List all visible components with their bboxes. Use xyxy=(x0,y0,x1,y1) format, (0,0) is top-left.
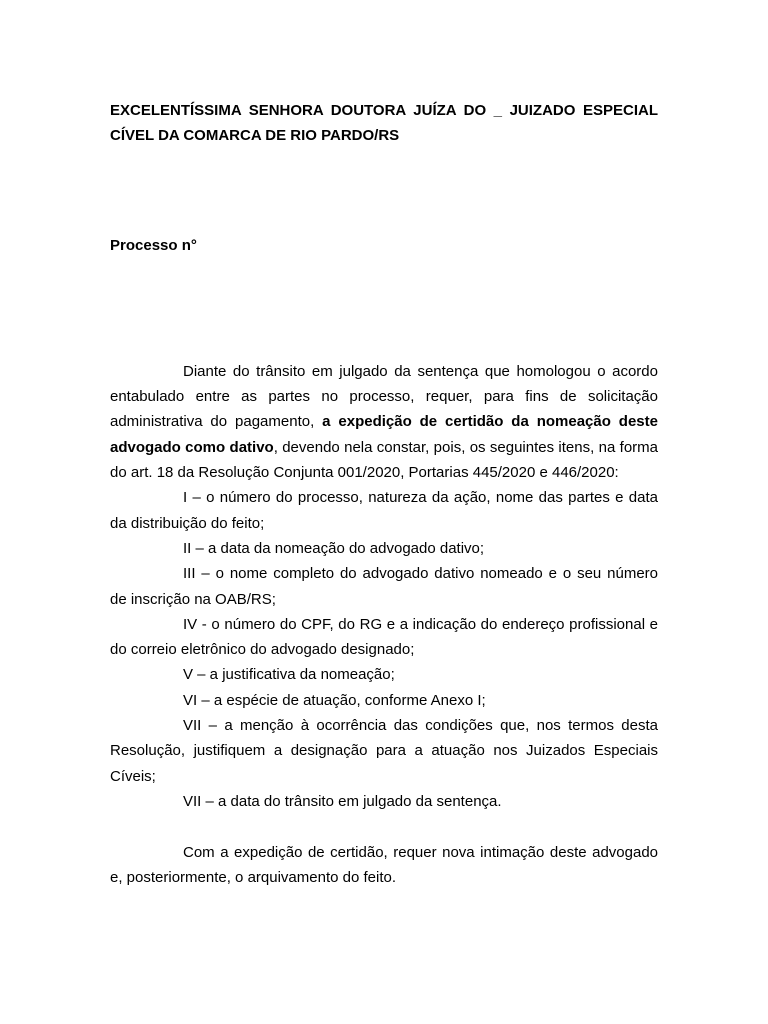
document-heading xyxy=(110,98,658,149)
document-body xyxy=(110,98,658,890)
intro-paragraph xyxy=(110,359,658,485)
processo-number-label: Processo n° xyxy=(110,236,197,254)
heading-line-2: CÍVEL DA COMARCA DE RIO PARDO/RS xyxy=(110,127,400,145)
intro-text-2: , devendo nela constar, pois, os seguintes itens, na forma do art. 18 da Resolução Conjunta 001/2020, Portarias 445/2020 e 446/2020: xyxy=(110,438,658,482)
closing-paragraph: Com a expedição de certidão, requer nova intimação deste advogado e, posteriormente, o arquivamento do feito. xyxy=(110,843,658,886)
intro-bold-request: a expedição de certidão da nomeação deste advogado como dativo xyxy=(110,413,658,456)
list-item: IV - o número do CPF, do RG e a indicação do endereço profissional e do correio eletrônico do advogado designado; xyxy=(110,615,658,659)
intro-text-1: Diante do trânsito em julgado da sentença que homologou o acordo entabulado entre as partes no processo, requer, para fins de solicitação administrativa do pagamento, xyxy=(110,362,658,431)
list-item: III – o nome completo do advogado dativo nomeado e o seu número de inscrição na OAB/RS; xyxy=(110,565,658,608)
list-item: V – a justificativa da nomeação; xyxy=(183,666,395,684)
list-item: VII – a data do trânsito em julgado da sentença. xyxy=(183,792,502,810)
list-item: I – o número do processo, natureza da ação, nome das partes e data da distribuição do feito; xyxy=(110,489,658,532)
heading-line-1: EXCELENTÍSSIMA SENHORA DOUTORA JUÍZA DO _ JUIZADO ESPECIAL xyxy=(110,102,658,119)
list-item: II – a data da nomeação do advogado dativo; xyxy=(183,539,485,557)
list-item: VII – a menção à ocorrência das condições que, nos termos desta Resolução, justifiquem a designação para a atuação nos Juizados Especiais Cíveis; xyxy=(110,717,658,785)
list-item: VI – a espécie de atuação, conforme Anexo I; xyxy=(183,691,486,709)
